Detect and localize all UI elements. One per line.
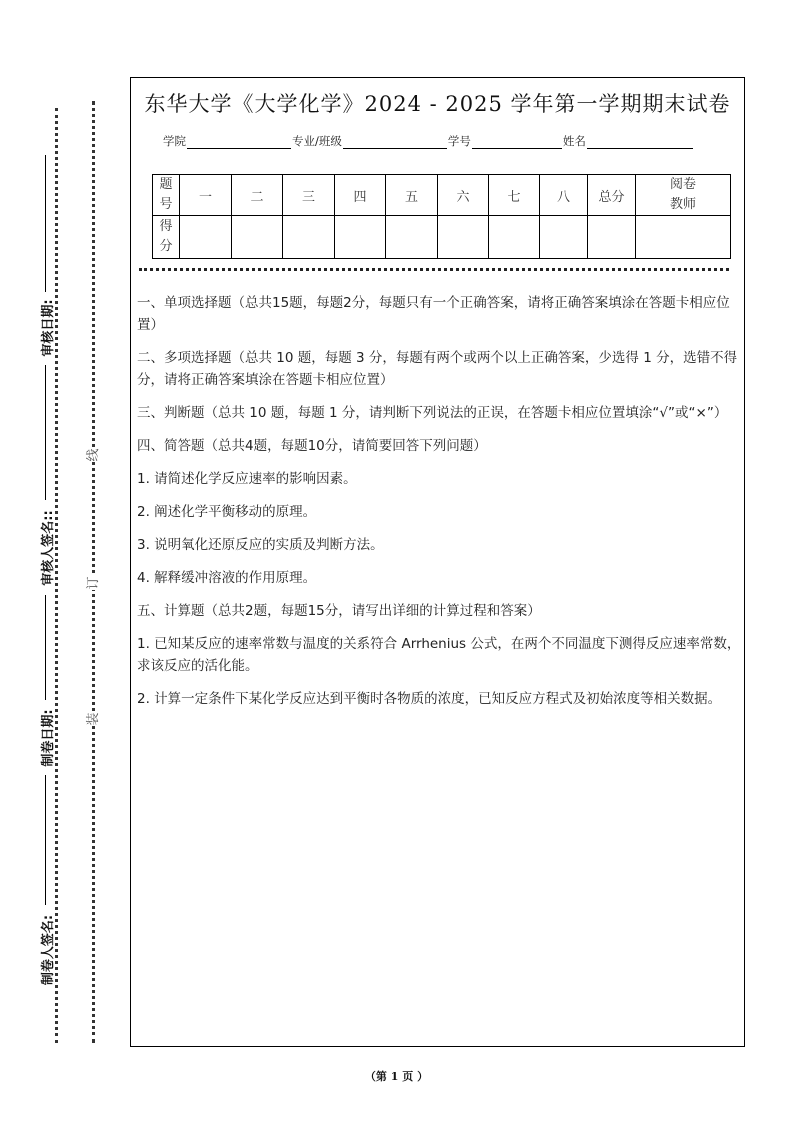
score-cell-6[interactable] — [438, 216, 489, 259]
preparer-sign-label: 制卷人签名: — [41, 914, 56, 986]
calculation-q1: 1. 已知某反应的速率常数与温度的关系符合 Arrhenius 公式，在两个不同温度下测得反应速率常数，求该反应的活化能。 — [137, 636, 741, 674]
grader-line-1: 阅卷 — [669, 177, 696, 192]
score-cell-grader[interactable] — [636, 216, 731, 259]
section-true-false: 三、判断题（总共 10 题，每题 1 分，请判断下列说法的正误，在答题卡相应位置填涂“√”或“×”） — [137, 405, 728, 421]
col-header-3: 三 — [283, 175, 335, 216]
score-row — [153, 216, 731, 259]
binding-mark-ding: 订 — [86, 576, 101, 590]
exam-title: 东华大学《大学化学》2024 - 2025 学年第一学期期末试卷 — [144, 92, 731, 116]
page-number: （第 1 页 ） — [364, 1070, 429, 1083]
short-answer-q4: 4. 解释缓冲溶液的作用原理。 — [137, 570, 317, 586]
col-header-1: 一 — [180, 175, 232, 216]
score-cell-total[interactable] — [588, 216, 636, 259]
score-cell-7[interactable] — [489, 216, 540, 259]
short-answer-q1: 1. 请简述化学反应速率的影响因素。 — [137, 471, 357, 487]
reviewer-sign-line — [45, 365, 46, 500]
score-table — [152, 174, 731, 259]
score-cell-1[interactable] — [180, 216, 232, 259]
section-short-answer: 四、简答题（总共4题，每题10分，请简要回答下列问题） — [137, 438, 487, 454]
college-label: 学院 — [163, 134, 186, 148]
col-header-8: 八 — [540, 175, 588, 216]
college-field[interactable] — [187, 136, 291, 149]
binding-mark-zhuang: 装 — [86, 712, 101, 726]
major-class-label: 专业/班级 — [292, 134, 342, 148]
dotted-separator — [139, 268, 729, 271]
prep-date-label: 制卷日期: — [41, 709, 56, 767]
col-header-4: 四 — [335, 175, 386, 216]
score-cell-8[interactable] — [540, 216, 588, 259]
score-cell-4[interactable] — [335, 216, 386, 259]
row-header-score: 得 分 — [153, 216, 180, 259]
score-cell-2[interactable] — [232, 216, 283, 259]
calculation-q2: 2. 计算一定条件下某化学反应达到平衡时各物质的浓度，已知反应方程式及初始浓度等相关数据。 — [137, 691, 722, 707]
short-answer-q3: 3. 说明氧化还原反应的实质及判断方法。 — [137, 537, 384, 553]
exam-content — [137, 292, 741, 721]
question-number-row — [153, 175, 731, 216]
name-label: 姓名 — [562, 134, 586, 148]
exam-frame — [130, 77, 745, 1047]
col-header-grader — [636, 175, 731, 216]
review-date-line — [45, 155, 46, 292]
section-multiple-choice: 二、多项选择题（总共 10 题，每题 3 分，每题有两个或两个以上正确答案，少选得 1 分，选错不得分，请将正确答案填涂在答题卡相应位置） — [137, 350, 738, 388]
col-header-6: 六 — [438, 175, 489, 216]
score-cell-3[interactable] — [283, 216, 335, 259]
prep-date-line — [45, 595, 46, 700]
student-info-row — [163, 133, 694, 149]
row-header-question-number: 题 号 — [153, 175, 180, 216]
student-id-label: 学号 — [447, 134, 471, 148]
col-header-2: 二 — [232, 175, 283, 216]
col-header-5: 五 — [386, 175, 438, 216]
section-calculation: 五、计算题（总共2题，每题15分，请写出详细的计算过程和答案） — [137, 603, 541, 619]
binding-dotted-line — [92, 101, 95, 1043]
score-cell-5[interactable] — [386, 216, 438, 259]
review-date-label: 审核日期: — [41, 299, 56, 357]
short-answer-q2: 2. 阐述化学平衡移动的原理。 — [137, 504, 317, 520]
col-header-7: 七 — [489, 175, 540, 216]
student-id-field[interactable] — [472, 136, 562, 149]
grader-line-2: 教师 — [669, 197, 696, 212]
major-class-field[interactable] — [343, 136, 447, 149]
section-single-choice: 一、单项选择题（总共15题，每题2分，每题只有一个正确答案，请将正确答案填涂在答题卡相应位置） — [137, 295, 730, 333]
preparer-sign-line — [45, 775, 46, 905]
col-header-total: 总分 — [588, 175, 636, 216]
reviewer-sign-label: 审核人签名:: — [41, 510, 56, 586]
name-field[interactable] — [587, 136, 693, 149]
binding-mark-xian: 线 — [86, 448, 101, 462]
